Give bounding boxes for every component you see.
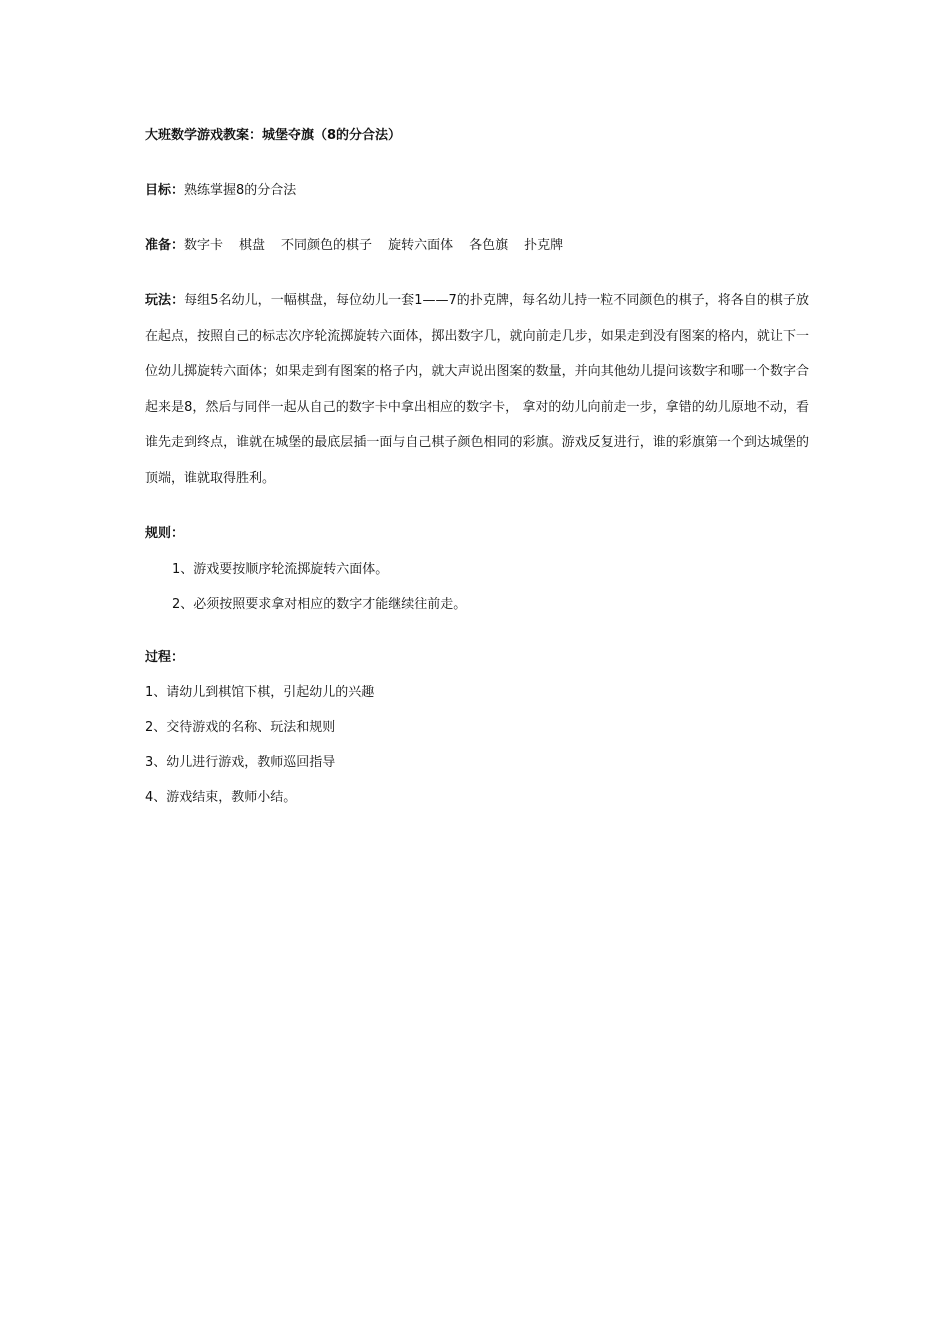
preparation-label: 准备： [145, 238, 185, 253]
preparation-item: 旋转六面体 [388, 238, 454, 253]
preparation-item: 数字卡 [184, 238, 224, 253]
preparation-item: 扑克牌 [524, 238, 564, 253]
preparation-item: 各色旗 [469, 238, 509, 253]
rule-item: 1、游戏要按顺序轮流掷旋转六面体。 [172, 562, 389, 577]
document-title: 大班数学游戏教案：城堡夺旗（8的分合法） [145, 128, 402, 143]
process-item: 3、幼儿进行游戏，教师巡回指导 [145, 755, 336, 770]
rule-item: 2、必须按照要求拿对相应的数字才能继续往前走。 [172, 597, 467, 612]
rules-heading: 规则： [145, 526, 185, 541]
process-item: 1、请幼儿到棋馆下棋，引起幼儿的兴趣 [145, 685, 375, 700]
process-item: 2、交待游戏的名称、玩法和规则 [145, 720, 336, 735]
play-label: 玩法： [145, 293, 185, 308]
goal-label: 目标： [145, 183, 185, 198]
preparation-item: 棋盘 [239, 238, 266, 253]
goal-paragraph [145, 181, 809, 201]
document-content [145, 126, 809, 808]
process-heading: 过程： [145, 650, 185, 665]
play-paragraph [145, 283, 809, 496]
goal-text: 熟练掌握8的分合法 [184, 183, 297, 198]
preparation-paragraph [145, 236, 809, 256]
preparation-item: 不同颜色的棋子 [281, 238, 373, 253]
process-item: 4、游戏结束，教师小结。 [145, 790, 297, 805]
play-text: 每组5名幼儿，一幅棋盘，每位幼儿一套1——7的扑克牌，每名幼儿持一粒不同颜色的棋子，将各自的棋子放在起点，按照自己的标志次序轮流掷旋转六面体，掷出数字几，就向前走几步，如果走到没有图案的格内，就让下一位幼儿掷旋转六面体；如果走到有图案的格子内，就大声说出图案的数量，并向其他幼儿提问该数字和哪一个数字合起来是8，然后与同伴一起从自己的数字卡中拿出相应的数字卡， 拿对的幼儿向前走一步，拿错的幼儿原地不动，看谁先走到终点，谁就在城堡的最底层插一面与自己棋子颜色相同的彩旗。游戏反复进行，谁的彩旗第一个到达城堡的顶端，谁就取得胜利。 [145, 293, 809, 486]
